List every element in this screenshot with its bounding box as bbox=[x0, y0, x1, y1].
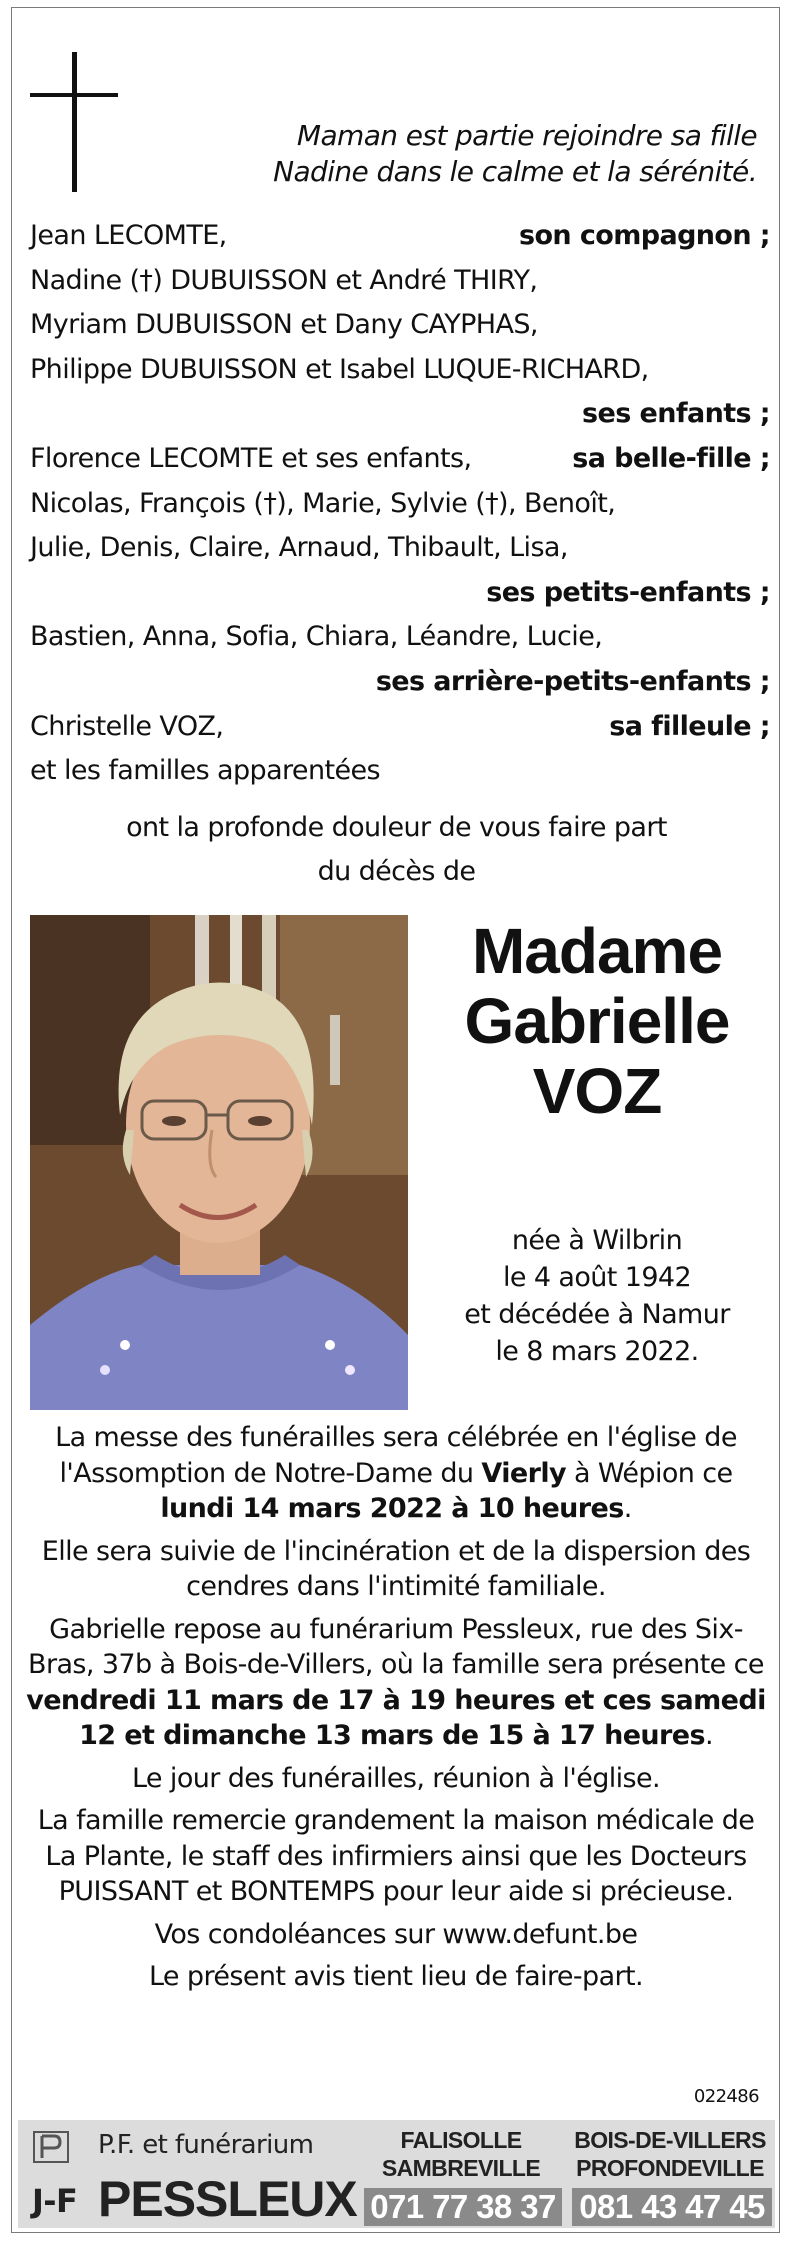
family-row bbox=[30, 705, 770, 750]
announcement bbox=[12, 806, 781, 894]
location-line: PROFONDEVILLE bbox=[576, 2155, 764, 2181]
funeral-home-label: P.F. et funérarium bbox=[98, 2130, 314, 2160]
text: . bbox=[623, 1493, 632, 1524]
family-member: Nadine (†) DUBUISSON et André THIRY, bbox=[30, 264, 538, 296]
text: à Wépion ce bbox=[565, 1457, 733, 1489]
epigraph-line: Nadine dans le calme et la sérénité. bbox=[273, 155, 757, 188]
birth-place: née à Wilbrin bbox=[511, 1225, 683, 1256]
text: Gabrielle repose au funérarium Pessleux, rue des Six-Bras, 37b à Bois-de-Villers, où la famille sera présente ce bbox=[28, 1613, 764, 1680]
life-dates bbox=[432, 1222, 762, 1370]
family-member: Myriam DUBUISSON et Dany CAYPHAS, bbox=[30, 309, 538, 341]
thanks-paragraph: La famille remercie grandement la maison médicale de La Plante, le staff des infirmiers ainsi que les Docteurs PUISSANT et BONTEMPS pour leur aide si précieuse. bbox=[37, 1805, 755, 1907]
cross-icon bbox=[30, 52, 118, 192]
funeral-home-banner bbox=[18, 2120, 775, 2228]
family-row bbox=[30, 348, 770, 393]
funeral-home-logo-icon bbox=[32, 2130, 70, 2164]
location-line: SAMBREVILLE bbox=[381, 2155, 541, 2181]
funeral-details bbox=[26, 1420, 766, 2002]
location-bois-de-villers bbox=[570, 2126, 770, 2182]
announcement-line: du décès de bbox=[317, 856, 476, 887]
text-bold: Vierly bbox=[481, 1457, 566, 1489]
notice-paragraph: Le présent avis tient lieu de faire-part. bbox=[148, 1961, 644, 1992]
family-list bbox=[30, 214, 770, 794]
location-falisolle bbox=[361, 2126, 561, 2182]
family-member: Bastien, Anna, Sofia, Chiara, Léandre, Lucie, bbox=[30, 621, 603, 653]
location-line: FALISOLLE bbox=[400, 2127, 522, 2153]
family-relation: ses enfants ; bbox=[582, 398, 770, 430]
family-relation: sa filleule ; bbox=[609, 710, 770, 742]
family-row bbox=[30, 615, 770, 660]
death-place: et décédée à Namur bbox=[464, 1299, 730, 1330]
family-member: Christelle VOZ, bbox=[30, 710, 224, 742]
birth-date: le 4 août 1942 bbox=[502, 1262, 692, 1293]
death-date: le 8 mars 2022. bbox=[495, 1336, 699, 1367]
obituary-notice bbox=[11, 7, 780, 2233]
meeting-paragraph: Le jour des funérailles, réunion à l'église. bbox=[131, 1762, 661, 1794]
location-line: BOIS-DE-VILLERS bbox=[574, 2127, 766, 2153]
funeral-home-name: PESSLEUX bbox=[98, 2171, 357, 2227]
deceased-last-name: VOZ bbox=[532, 1055, 662, 1127]
family-row bbox=[30, 526, 770, 571]
cremation-paragraph: Elle sera suivie de l'incinération et de la dispersion des cendres dans l'intimité familiale. bbox=[41, 1535, 751, 1602]
family-relation: ses arrière-petits-enfants ; bbox=[375, 665, 770, 697]
deceased-title: Madame bbox=[471, 915, 723, 987]
family-relation: ses petits-enfants ; bbox=[486, 576, 770, 608]
family-row bbox=[30, 437, 770, 482]
announcement-line: ont la profonde douleur de vous faire part bbox=[126, 812, 667, 843]
phone-falisolle[interactable]: 071 77 38 37 bbox=[364, 2188, 562, 2226]
family-relation: son compagnon ; bbox=[519, 220, 770, 251]
text: La messe des funérailles sera célébrée en l'église de l'Assomption de Notre-Dame du bbox=[55, 1422, 737, 1489]
portrait-photo bbox=[30, 915, 408, 1410]
deceased-first-name: Gabrielle bbox=[464, 985, 730, 1057]
family-member: Nicolas, François (†), Marie, Sylvie (†), Benoît, bbox=[30, 487, 616, 519]
family-row bbox=[30, 259, 770, 304]
text: . bbox=[704, 1720, 713, 1751]
family-relation: sa belle-fille ; bbox=[572, 442, 770, 474]
family-member: Philippe DUBUISSON et Isabel LUQUE-RICHARD, bbox=[30, 353, 649, 385]
epigraph-line: Maman est partie rejoindre sa fille bbox=[296, 119, 757, 152]
phone-bois-de-villers[interactable]: 081 43 47 45 bbox=[572, 2188, 772, 2226]
funeral-home-initials: J-F bbox=[32, 2182, 78, 2220]
family-row bbox=[30, 571, 770, 616]
family-member: Jean LECOMTE, bbox=[30, 220, 227, 251]
mass-paragraph bbox=[26, 1420, 766, 1527]
visitation-paragraph bbox=[26, 1612, 766, 1754]
text-bold: vendredi 11 mars de 17 à 19 heures et ces samedi 12 et dimanche 13 mars de 15 à 17 heures bbox=[26, 1684, 766, 1751]
text-bold: lundi 14 mars 2022 à 10 heures bbox=[160, 1493, 624, 1524]
condolences-paragraph: Vos condoléances sur www.defunt.be bbox=[154, 1918, 638, 1950]
family-member: Florence LECOMTE et ses enfants, bbox=[30, 442, 472, 474]
family-row bbox=[30, 749, 770, 794]
family-row bbox=[30, 660, 770, 705]
family-row bbox=[30, 303, 770, 348]
family-row bbox=[30, 392, 770, 437]
family-member: et les familles apparentées bbox=[30, 755, 380, 787]
epigraph bbox=[273, 118, 757, 190]
family-row bbox=[30, 482, 770, 527]
reference-number: 022486 bbox=[693, 2086, 759, 2107]
deceased-name bbox=[432, 916, 762, 1126]
family-row bbox=[30, 214, 770, 259]
family-member: Julie, Denis, Claire, Arnaud, Thibault, Lisa, bbox=[30, 532, 568, 564]
